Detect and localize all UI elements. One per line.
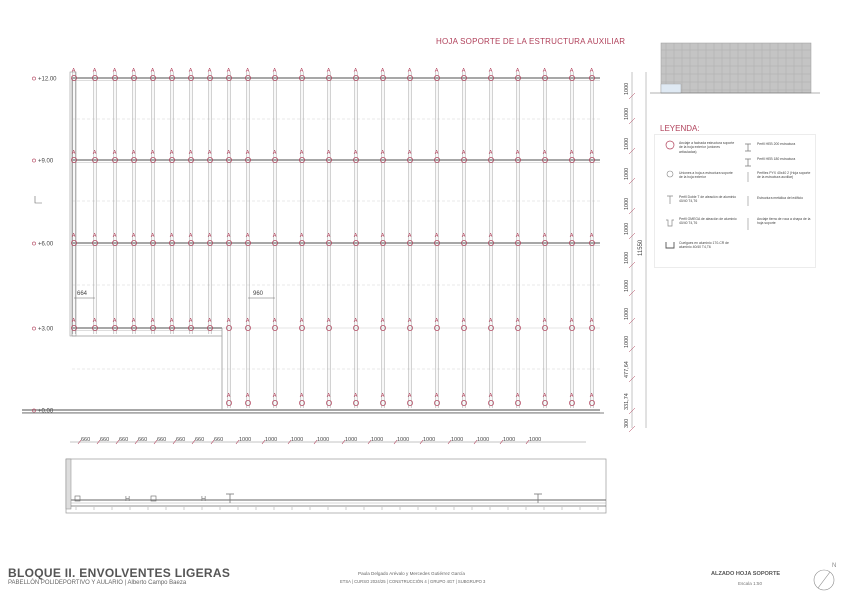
section-wall bbox=[66, 459, 71, 509]
block-title: BLOQUE II. ENVOLVENTES LIGERAS bbox=[8, 566, 231, 580]
anchor-mark: A bbox=[461, 68, 466, 74]
anchor-mark: A bbox=[589, 150, 594, 156]
anchor-mark: A bbox=[515, 318, 520, 324]
level-marker bbox=[32, 77, 35, 80]
anchor-mark: A bbox=[326, 68, 331, 74]
section-profile-h: H bbox=[125, 496, 131, 503]
anchor-mark: A bbox=[188, 150, 193, 156]
anchor-mark: A bbox=[226, 68, 231, 74]
anchor-mark: A bbox=[71, 68, 76, 74]
anchor-mark: A bbox=[461, 150, 466, 156]
dim-bottom-label: 660 bbox=[176, 437, 186, 443]
authors: Paula Delgado Arévalo y Mercedes Gutiérrez García bbox=[358, 571, 465, 576]
anchor-mark: A bbox=[407, 318, 412, 324]
dim-bottom-label: 660 bbox=[100, 437, 110, 443]
anchor-point bbox=[434, 400, 439, 405]
anchor-mark: A bbox=[569, 318, 574, 324]
anchor-mark: A bbox=[461, 393, 466, 399]
anchor-point bbox=[461, 400, 466, 405]
dim-right-label: 1000 bbox=[624, 279, 630, 292]
anchor-mark: A bbox=[245, 150, 250, 156]
level-marker bbox=[32, 242, 35, 245]
anchor-mark: A bbox=[488, 150, 493, 156]
anchor-mark: A bbox=[71, 318, 76, 324]
anchor-mark: A bbox=[569, 233, 574, 239]
dim-bottom-label: 1000 bbox=[265, 437, 278, 443]
dim-right-label: 331,74 bbox=[624, 393, 630, 410]
anchor-point bbox=[589, 400, 594, 405]
anchor-mark: A bbox=[380, 233, 385, 239]
dim-right-label: 1000 bbox=[624, 82, 630, 95]
dim-bottom-label: 1000 bbox=[345, 437, 358, 443]
anchor-mark: A bbox=[299, 150, 304, 156]
anchor-mark: A bbox=[407, 393, 412, 399]
anchor-mark: A bbox=[589, 393, 594, 399]
anchor-mark: A bbox=[112, 68, 117, 74]
anchor-mark: A bbox=[169, 318, 174, 324]
level-label: +9.00 bbox=[38, 158, 54, 165]
anchor-mark: A bbox=[353, 68, 358, 74]
dim-bottom-label: 1000 bbox=[291, 437, 304, 443]
anchor-point bbox=[488, 400, 493, 405]
anchor-mark: A bbox=[542, 233, 547, 239]
anchor-mark: A bbox=[272, 318, 277, 324]
anchor-mark: A bbox=[589, 318, 594, 324]
anchor-mark: A bbox=[542, 150, 547, 156]
anchor-point bbox=[245, 400, 250, 405]
anchor-mark: A bbox=[488, 318, 493, 324]
anchor-mark: A bbox=[169, 233, 174, 239]
anchor-mark: A bbox=[434, 393, 439, 399]
anchor-mark: A bbox=[461, 233, 466, 239]
anchor-mark: A bbox=[71, 233, 76, 239]
anchor-mark: A bbox=[207, 68, 212, 74]
level-label: +0.00 bbox=[38, 408, 54, 415]
dim-bottom-label: 1000 bbox=[317, 437, 330, 443]
level-label: +6.00 bbox=[38, 241, 54, 248]
anchor-mark: A bbox=[92, 318, 97, 324]
anchor-point bbox=[353, 400, 358, 405]
dim-right-label: 300 bbox=[624, 418, 630, 428]
anchor-mark: A bbox=[380, 68, 385, 74]
anchor-point bbox=[407, 400, 412, 405]
anchor-mark: A bbox=[299, 393, 304, 399]
anchor-mark: A bbox=[226, 233, 231, 239]
anchor-point bbox=[326, 400, 331, 405]
anchor-point bbox=[542, 400, 547, 405]
anchor-mark: A bbox=[488, 233, 493, 239]
anchor-mark: A bbox=[245, 233, 250, 239]
dim-664-label: 664 bbox=[77, 291, 88, 297]
dim-bottom-label: 660 bbox=[81, 437, 91, 443]
anchor-mark: A bbox=[353, 233, 358, 239]
level-label: +3.00 bbox=[38, 326, 54, 333]
legend-item-omega: Perfil OMEGA de aleación de aluminio 40/40 T4,T6 bbox=[679, 217, 737, 226]
anchor-mark: A bbox=[112, 150, 117, 156]
dim-960-label: 960 bbox=[253, 291, 264, 297]
anchor-mark: A bbox=[272, 233, 277, 239]
dim-right-label: 1000 bbox=[624, 251, 630, 264]
anchor-mark: A bbox=[407, 233, 412, 239]
legend-item-rock-anchor: Anclaje tierra de roca a chapa de la hoja soporte bbox=[757, 217, 811, 226]
anchor-mark: A bbox=[150, 233, 155, 239]
anchor-mark: A bbox=[112, 318, 117, 324]
dim-bottom-label: 1000 bbox=[397, 437, 410, 443]
anchor-mark: A bbox=[226, 393, 231, 399]
anchor-mark: A bbox=[380, 150, 385, 156]
anchor-mark: A bbox=[188, 68, 193, 74]
anchor-mark: A bbox=[169, 150, 174, 156]
anchor-mark: A bbox=[434, 318, 439, 324]
anchor-mark: A bbox=[207, 233, 212, 239]
block-subtitle: PABELLÓN POLIDEPORTIVO Y AULARIO | Alberto Campo Baeza bbox=[8, 580, 187, 586]
anchor-point bbox=[569, 400, 574, 405]
anchor-mark: A bbox=[272, 150, 277, 156]
anchor-mark: A bbox=[353, 393, 358, 399]
anchor-mark: A bbox=[380, 318, 385, 324]
anchor-mark: A bbox=[92, 150, 97, 156]
dim-total-label: 11550 bbox=[638, 239, 644, 256]
legend-item-hanger: Cuelgues en aluminio 170-CR de aluminio 40/40 T4,T6 bbox=[679, 241, 729, 250]
sheet-title: ALZADO HOJA SOPORTE bbox=[711, 571, 781, 577]
legend-box bbox=[654, 134, 816, 268]
anchor-mark: A bbox=[353, 150, 358, 156]
anchor-point bbox=[380, 400, 385, 405]
dim-bottom-label: 660 bbox=[195, 437, 205, 443]
anchor-mark: A bbox=[92, 233, 97, 239]
anchor-mark: A bbox=[299, 233, 304, 239]
thumbnail-entrance bbox=[661, 84, 681, 93]
dim-right-label: 1000 bbox=[624, 137, 630, 150]
anchor-mark: A bbox=[407, 68, 412, 74]
level-marker bbox=[32, 159, 35, 162]
anchor-mark: A bbox=[542, 393, 547, 399]
anchor-mark: A bbox=[226, 150, 231, 156]
dim-right-label: 1000 bbox=[624, 167, 630, 180]
anchor-mark: A bbox=[150, 68, 155, 74]
anchor-mark: A bbox=[71, 150, 76, 156]
anchor-mark: A bbox=[461, 318, 466, 324]
dim-right-label: 1000 bbox=[624, 197, 630, 210]
dim-bottom-label: 1000 bbox=[423, 437, 436, 443]
anchor-mark: A bbox=[150, 318, 155, 324]
anchor-mark: A bbox=[299, 68, 304, 74]
dim-bottom-label: 1000 bbox=[239, 437, 252, 443]
anchor-mark: A bbox=[515, 233, 520, 239]
anchor-mark: A bbox=[131, 233, 136, 239]
north-arrow-icon bbox=[818, 572, 830, 588]
anchor-mark: A bbox=[515, 68, 520, 74]
thumbnail-facade bbox=[661, 43, 811, 93]
dim-right-label: 1000 bbox=[624, 307, 630, 320]
anchor-mark: A bbox=[515, 150, 520, 156]
anchor-mark: A bbox=[434, 68, 439, 74]
anchor-mark: A bbox=[188, 318, 193, 324]
anchor-mark: A bbox=[272, 68, 277, 74]
dim-bottom-label: 660 bbox=[214, 437, 224, 443]
sheet-header-title: HOJA SOPORTE DE LA ESTRUCTURA AUXILIAR bbox=[436, 37, 626, 46]
anchor-mark: A bbox=[326, 150, 331, 156]
dim-bottom-label: 660 bbox=[157, 437, 167, 443]
anchor-mark: A bbox=[380, 393, 385, 399]
dim-bottom-label: 660 bbox=[138, 437, 148, 443]
dim-bottom-label: 1000 bbox=[451, 437, 464, 443]
dim-right-label: 1000 bbox=[624, 335, 630, 348]
anchor-mark: A bbox=[188, 233, 193, 239]
dim-right-label: 477,64 bbox=[624, 361, 630, 378]
anchor-point bbox=[226, 400, 231, 405]
dim-bottom-label: 1000 bbox=[477, 437, 490, 443]
anchor-mark: A bbox=[150, 150, 155, 156]
dim-right-label: 1000 bbox=[624, 222, 630, 235]
legend-item-heb200: Perfil HEB 200 estructura bbox=[757, 142, 796, 146]
anchor-mark: A bbox=[131, 318, 136, 324]
anchor-mark: A bbox=[407, 150, 412, 156]
anchor-mark: A bbox=[169, 68, 174, 74]
anchor-mark: A bbox=[488, 393, 493, 399]
legend-item-steel: Estructura metálica del edificio bbox=[757, 196, 803, 200]
anchor-mark: A bbox=[112, 233, 117, 239]
anchor-mark: A bbox=[131, 68, 136, 74]
dim-bottom-label: 1000 bbox=[529, 437, 542, 443]
section-profile-h: H bbox=[201, 496, 207, 503]
anchor-mark: A bbox=[326, 233, 331, 239]
dim-bottom-label: 1000 bbox=[503, 437, 516, 443]
anchor-point bbox=[299, 400, 304, 405]
section-arrow bbox=[35, 196, 42, 203]
anchor-mark: A bbox=[245, 318, 250, 324]
legend-item-pyx: Perfiles PYX 40x40 2 (Hoja soporte de la estructura auxiliar) bbox=[757, 171, 811, 180]
anchor-mark: A bbox=[326, 318, 331, 324]
legend-item-double-t: Perfil Doble T de aleación de aluminio 40/40 T4,T6 bbox=[679, 195, 736, 204]
level-marker bbox=[32, 327, 35, 330]
anchor-point bbox=[515, 400, 520, 405]
legend-title: LEYENDA: bbox=[660, 124, 700, 133]
anchor-mark: A bbox=[131, 150, 136, 156]
anchor-mark: A bbox=[488, 68, 493, 74]
anchor-mark: A bbox=[226, 318, 231, 324]
anchor-mark: A bbox=[326, 393, 331, 399]
dim-right-label: 1000 bbox=[624, 107, 630, 120]
anchor-mark: A bbox=[569, 150, 574, 156]
legend-item-heb180: Perfil HEB 180 estructura bbox=[757, 157, 796, 161]
anchor-mark: A bbox=[299, 318, 304, 324]
anchor-mark: A bbox=[542, 68, 547, 74]
dim-bottom-label: 660 bbox=[119, 437, 129, 443]
scale-label: Escala 1:50 bbox=[738, 581, 763, 586]
anchor-mark: A bbox=[353, 318, 358, 324]
anchor-mark: A bbox=[245, 68, 250, 74]
legend-item-anchor: Anclaje a fachada estructura soporte de la hoja exterior (uniones articuladas) bbox=[679, 141, 735, 154]
anchor-point bbox=[272, 400, 277, 405]
anchor-mark: A bbox=[569, 393, 574, 399]
anchor-mark: A bbox=[515, 393, 520, 399]
legend-item-union: Uniones a hoja a estructura soporte de la hoja exterior bbox=[679, 171, 733, 180]
anchor-mark: A bbox=[434, 233, 439, 239]
anchor-mark: A bbox=[207, 150, 212, 156]
anchor-mark: A bbox=[542, 318, 547, 324]
anchor-mark: A bbox=[569, 68, 574, 74]
anchor-mark: A bbox=[245, 393, 250, 399]
anchor-mark: A bbox=[434, 150, 439, 156]
anchor-mark: A bbox=[207, 318, 212, 324]
anchor-mark: A bbox=[272, 393, 277, 399]
anchor-mark: A bbox=[589, 68, 594, 74]
anchor-mark: A bbox=[92, 68, 97, 74]
north-label: N bbox=[832, 563, 837, 569]
anchor-mark: A bbox=[589, 233, 594, 239]
dim-bottom-label: 1000 bbox=[371, 437, 384, 443]
level-label: +12.00 bbox=[38, 76, 57, 83]
section-frame bbox=[66, 459, 606, 513]
course-info: ETSA | CURSO 2024/25 | CONSTRUCCIÓN 4 | GRUPO 4G7 | SUBGRUPO 3 bbox=[340, 579, 486, 584]
